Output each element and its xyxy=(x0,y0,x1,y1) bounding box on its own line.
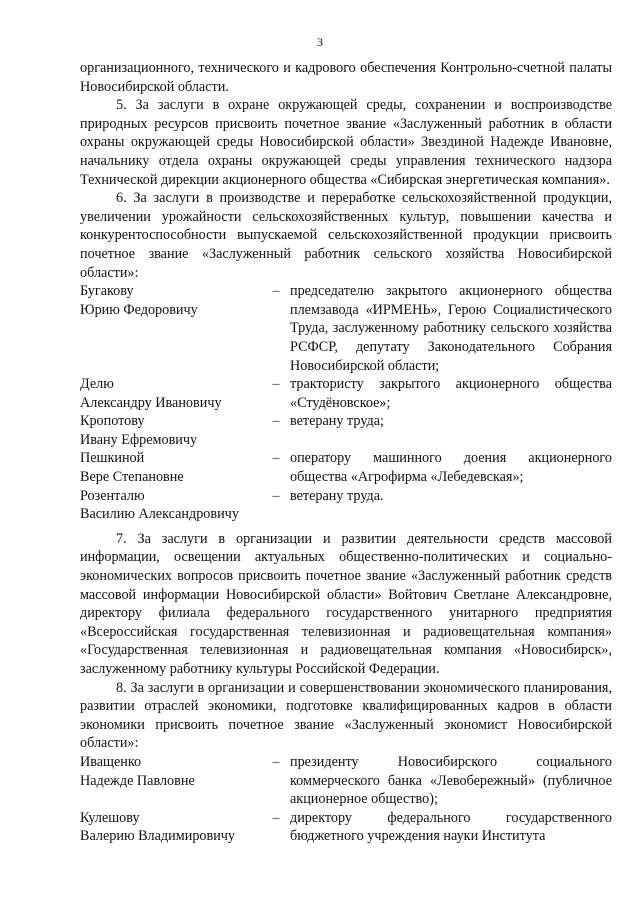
recipient-description: оператору машинного доения акционерного общества «Агрофирма «Лебедевская»; xyxy=(290,450,612,486)
recipient-description: президенту Новосибирского социального коммерческого банка «Левобережный» (публичное акционерное общество); xyxy=(290,753,612,808)
list-item xyxy=(80,282,612,375)
paragraph-7: 7. За заслуги в организации и развитии деятельности средств массовой информации, освещении актуальных общественно-политических и социально-экономических вопросов присвоить почетное звание «Заслуженный работник средств массовой информации Новосибирской области» Войтович Светлане Александровне, директору филиала федерального государственного унитарного предприятия «Всероссийская государственная телевизионная и радиовещательная компания» «Государственная телевизионная и радиовещательная компания «Новосибирск», заслуженному работнику культуры Российской Федерации. xyxy=(80,530,612,677)
list-item xyxy=(80,753,612,809)
dash: – xyxy=(272,376,280,393)
recipient-given-name: Надежде Павловне xyxy=(80,772,195,789)
recipient-surname: Розенталю xyxy=(80,487,145,504)
recipient-description: ветерану труда. xyxy=(290,487,384,504)
recipient-given-name: Ивану Ефремовичу xyxy=(80,431,198,448)
recipient-surname: Кулешову xyxy=(80,809,140,826)
dash: – xyxy=(272,809,280,826)
dash: – xyxy=(272,450,280,467)
recipient-name xyxy=(80,753,262,790)
paragraph-5: 5. За заслуги в охране окружающей среды, сохранении и воспроизводстве природных ресурсов присвоить почетное звание «Заслуженный работник в области охраны окружающей среды Новосибирской области» Звездиной Надежде Ивановне, начальнику отдела охраны окружающей среды управления технического надзора Технической дирекции акционерного общества «Сибирская энергетическая компания». xyxy=(80,97,612,188)
recipient-surname: Бугакову xyxy=(80,283,134,300)
paragraph-8: 8. За заслуги в организации и совершенствовании экономического планирования, развитии отраслей экономики, подготовке квалифицированных кадров в области экономики присвоить почетное звание «Заслуженный экономист Новосибирской области»: xyxy=(80,679,612,752)
recipient-name xyxy=(80,449,262,486)
recipient-surname: Иващенко xyxy=(80,753,142,770)
recipient-given-name: Александру Ивановичу xyxy=(80,394,222,411)
award-list-6 xyxy=(80,282,612,524)
recipient-given-name: Юрию Федоровичу xyxy=(80,301,198,318)
recipient-surname: Делю xyxy=(80,376,114,393)
list-item xyxy=(80,449,612,486)
paragraph-continuation: организационного, технического и кадрового обеспечения Контрольно-счетной палаты Новосибирской области. xyxy=(80,60,612,95)
list-item xyxy=(80,487,612,524)
recipient-description: директору федерального государственного бюджетного учреждения науки Института xyxy=(290,809,612,845)
recipient-description: трактористу закрытого акционерного общества «Студёновское»; xyxy=(290,376,612,411)
list-item xyxy=(80,809,612,846)
recipient-surname: Пешкиной xyxy=(80,450,145,467)
list-item xyxy=(80,412,612,449)
dash: – xyxy=(272,487,280,504)
recipient-given-name: Валерию Владимировичу xyxy=(80,828,236,845)
paragraph-6: 6. За заслуги в производстве и переработке сельскохозяйственной продукции, увеличении урожайности сельскохозяйственных культур, повышении качества и конкурентоспособности выпускаемой сельскохозяйственной продукции присвоить почетное звание «Заслуженный работник сельского хозяйства Новосибирской области»: xyxy=(80,190,612,281)
dash: – xyxy=(272,413,280,430)
recipient-name xyxy=(80,375,262,412)
dash: – xyxy=(272,753,280,770)
award-list-8 xyxy=(80,753,612,846)
recipient-name xyxy=(80,412,262,449)
recipient-given-name: Вере Степановне xyxy=(80,469,184,486)
recipient-description: председателю закрытого акционерного общества племзавода «ИРМЕНЬ», Герою Социалистического Труда, заслуженному работнику сельского хозяйства РСФСР, депутату Законодательного Собрания Новосибирской области; xyxy=(290,283,612,374)
page-number: 3 xyxy=(317,37,323,49)
document-body xyxy=(80,59,612,846)
recipient-name xyxy=(80,487,262,524)
list-item xyxy=(80,375,612,412)
recipient-name xyxy=(80,809,262,846)
recipient-description: ветерану труда; xyxy=(290,413,384,430)
recipient-given-name: Василию Александровичу xyxy=(80,506,239,523)
recipient-surname: Кропотову xyxy=(80,413,145,430)
dash: – xyxy=(272,283,280,300)
recipient-name xyxy=(80,282,262,319)
